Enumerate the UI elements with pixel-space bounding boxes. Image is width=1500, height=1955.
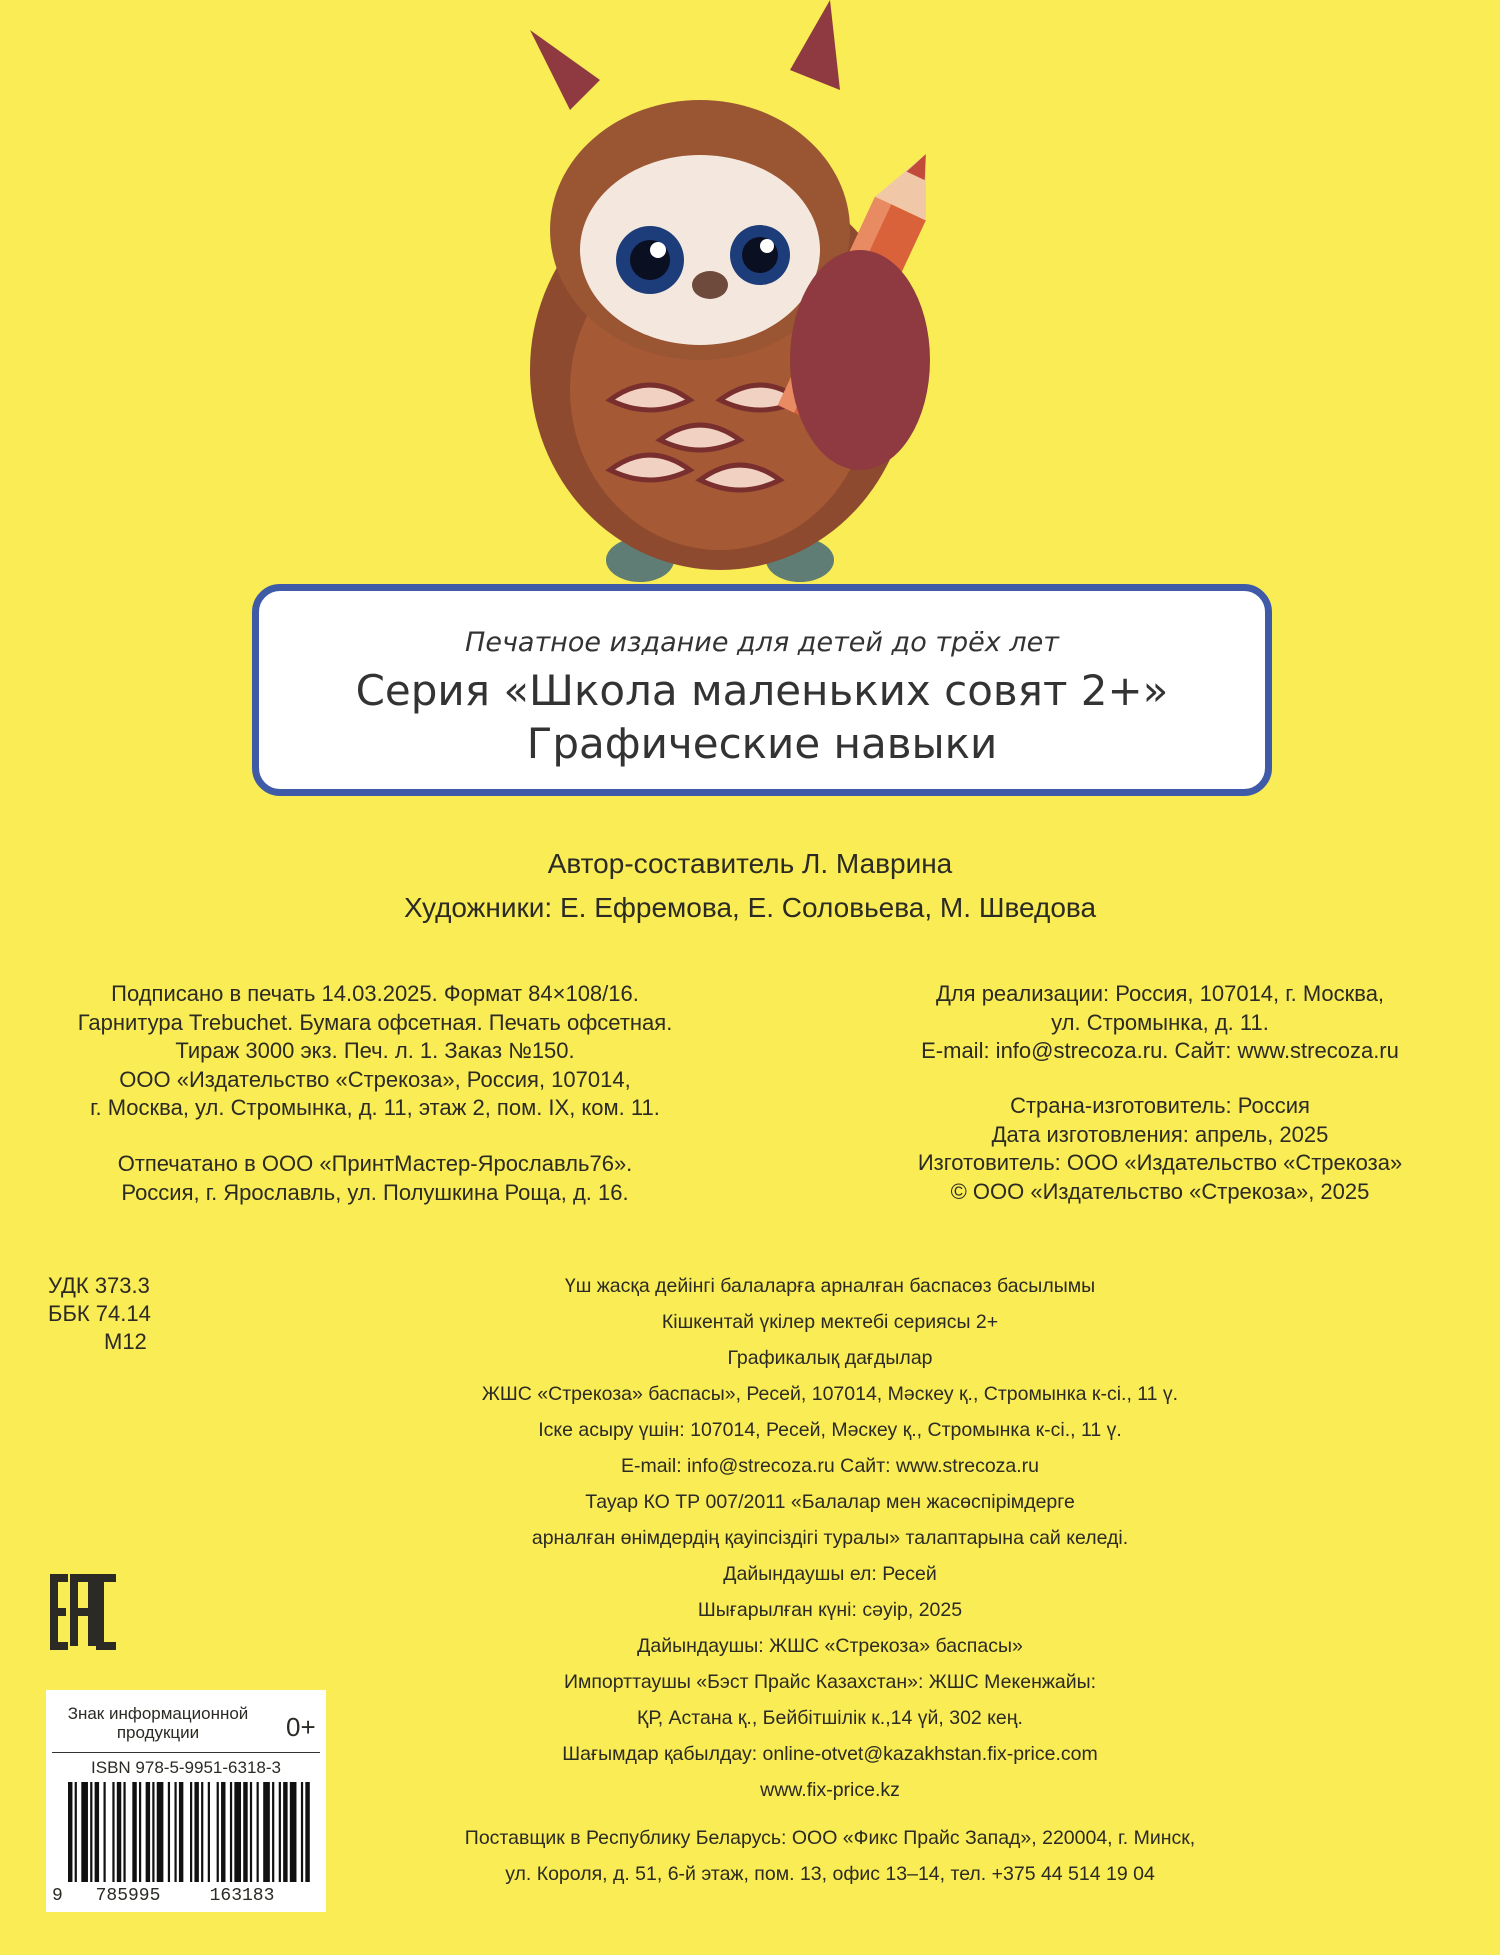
manufacturer-line: Изготовитель: ООО «Издательство «Стрекоза» <box>917 1150 1403 1175</box>
divider <box>52 1752 320 1753</box>
imprint-line: Тираж 3000 экз. Печ. л. 1. Заказ №150. <box>175 1038 575 1063</box>
barcode-bar <box>68 1782 72 1882</box>
printed-by-line: Отпечатано в ООО «ПринтМастер-Ярославль76». <box>117 1151 633 1176</box>
owl-illustration <box>460 0 1020 600</box>
barcode-bar <box>174 1782 176 1882</box>
barcode-bar <box>250 1782 252 1882</box>
kazakh-line: Дайындаушы ел: Ресей <box>723 1563 937 1585</box>
imprint-line: ООО «Издательство «Стрекоза», Россия, 107014, <box>119 1066 631 1092</box>
artists-credit: Художники: Е. Ефремова, Е. Соловьева, М. Шведова <box>403 892 1097 923</box>
kazakh-line: E-mail: info@strecoza.ru Сайт: www.strecoza.ru <box>620 1455 1040 1477</box>
kazakh-line: Үш жасқа дейінгі балаларға арналған баспасөз басылымы <box>564 1275 1096 1297</box>
barcode-digits-left: 785995 <box>95 1886 161 1906</box>
barcode-bar <box>103 1782 105 1882</box>
eac-icon <box>50 1574 120 1650</box>
barcode-bar <box>146 1782 150 1882</box>
barcode-bar <box>201 1782 203 1882</box>
barcode-bar <box>230 1782 232 1882</box>
barcode-bar <box>208 1782 210 1882</box>
kazakh-line: Графикалық дағдылар <box>727 1347 933 1369</box>
barcode-bar <box>301 1782 303 1882</box>
kazakh-line: Тауар КО ТР 007/2011 «Балалар мен жасөспірімдерге <box>585 1491 1075 1513</box>
title-box <box>252 584 1272 796</box>
barcode-bar <box>90 1782 92 1882</box>
manufacturer-line: © ООО «Издательство «Стрекоза», 2025 <box>950 1178 1370 1204</box>
isbn-number: ISBN 978-5-9951-6318-3 <box>91 1758 281 1777</box>
manufacturer-line: Страна-изготовитель: Россия <box>1010 1093 1310 1118</box>
author-credit: Автор-составитель Л. Маврина <box>547 848 953 879</box>
bbk-code: ББК 74.14 <box>48 1301 151 1326</box>
kazakh-line: www.fix-price.kz <box>760 1779 900 1801</box>
barcode-bar <box>112 1782 114 1882</box>
barcode-bar <box>139 1782 141 1882</box>
barcode-bar <box>81 1782 88 1882</box>
barcode-bar <box>117 1782 121 1882</box>
imprint-right <box>840 980 1480 1066</box>
kazakh-line: Шағымдар қабылдау: online-otvet@kazakhstan.fix-price.com <box>562 1743 1098 1765</box>
barcode-bar <box>179 1782 183 1882</box>
kazakh-line: Импорттаушы «Бэст Прайс Казахстан»: ЖШС Мекенжайы: <box>563 1671 1097 1693</box>
author-mark: М12 <box>104 1329 147 1354</box>
barcode-bar <box>305 1782 309 1882</box>
barcode-bar <box>95 1782 99 1882</box>
barcode-bar <box>75 1782 77 1882</box>
kazakh-line: Кішкентай үкілер мектебі сериясы 2+ <box>661 1311 999 1333</box>
barcode-bar <box>190 1782 192 1882</box>
barcode-bar <box>221 1782 225 1882</box>
barcode-digits-right: 163183 <box>209 1886 275 1906</box>
kazakh-line: ЖШС «Стрекоза» баспасы», Ресей, 107014, Мәскеу қ., Стромынка к-сі., 11 ү. <box>481 1383 1179 1405</box>
barcode-bar <box>272 1782 274 1882</box>
barcode-bar <box>152 1782 154 1882</box>
info-product-label: Знак информационной продукции <box>67 1704 249 1742</box>
age-rating: 0+ <box>286 1712 316 1742</box>
barcode-bar <box>263 1782 270 1882</box>
udk-code: УДК 373.3 <box>48 1273 150 1298</box>
belarus-supplier <box>330 1820 1330 1892</box>
imprint-line: Гарнитура Trebuchet. Бумага офсетная. Печать офсетная. <box>77 1009 673 1035</box>
barcode-bar <box>132 1782 136 1882</box>
belarus-line: ул. Короля, д. 51, 6-й этаж, пом. 13, офис 13–14, тел. +375 44 514 19 04 <box>505 1863 1155 1885</box>
distribution-line: Для реализации: Россия, 107014, г. Москва, <box>935 981 1385 1006</box>
imprint-left <box>40 980 710 1123</box>
barcode-digit-first: 9 <box>52 1886 63 1906</box>
belarus-line: Поставщик в Республику Беларусь: ООО «Фикс Прайс Запад», 220004, г. Минск, <box>464 1827 1196 1849</box>
printed-by-line: Россия, г. Ярославль, ул. Полушкина Роща, д. 16. <box>121 1179 629 1205</box>
classification-codes <box>48 1272 151 1356</box>
kazakh-line: ҚР, Астана қ., Бейбітшілік к.,14 үй, 302 кең. <box>637 1707 1023 1729</box>
barcode-bar <box>279 1782 281 1882</box>
barcode-bar <box>168 1782 170 1882</box>
distribution-line: ул. Стромынка, д. 11. <box>1051 1009 1269 1035</box>
kazakh-line: Шығарылған күні: сәуір, 2025 <box>697 1599 963 1621</box>
barcode-bar <box>257 1782 259 1882</box>
barcode-bar <box>283 1782 287 1882</box>
title-subtitle: Печатное издание для детей до трёх лет <box>465 627 1059 658</box>
barcode-block <box>46 1690 326 1912</box>
barcode-bar <box>194 1782 198 1882</box>
book-title: Графические навыки <box>526 719 998 768</box>
barcode-bar <box>123 1782 125 1882</box>
barcode-bar <box>290 1782 297 1882</box>
kazakh-line: Дайындаушы: ЖШС «Стрекоза» баспасы» <box>637 1635 1023 1657</box>
distribution-line: E-mail: info@strecoza.ru. Сайт: www.strecoza.ru <box>921 1038 1399 1063</box>
kazakh-line: Іске асыру үшін: 107014, Ресей, Мәскеу қ., Стромынка к-сі., 11 ү. <box>538 1419 1122 1441</box>
kazakh-block <box>330 1268 1330 1808</box>
imprint-line: г. Москва, ул. Стромынка, д. 11, этаж 2, пом. IX, ком. 11. <box>90 1095 660 1120</box>
manufacturer-line: Дата изготовления: апрель, 2025 <box>991 1121 1329 1147</box>
manufacturer-info <box>840 1092 1480 1206</box>
kazakh-line: арналған өнімдердің қауіпсіздігі туралы» талаптарына сай келеді. <box>531 1527 1129 1549</box>
barcode-bar <box>217 1782 219 1882</box>
printed-by <box>40 1150 710 1207</box>
barcode-bar <box>157 1782 164 1882</box>
series-title: Серия «Школа маленьких совят 2+» <box>355 666 1169 715</box>
barcode-bar <box>243 1782 247 1882</box>
barcode-bar <box>234 1782 241 1882</box>
imprint-line: Подписано в печать 14.03.2025. Формат 84×108/16. <box>111 981 639 1006</box>
barcode <box>68 1782 312 1882</box>
